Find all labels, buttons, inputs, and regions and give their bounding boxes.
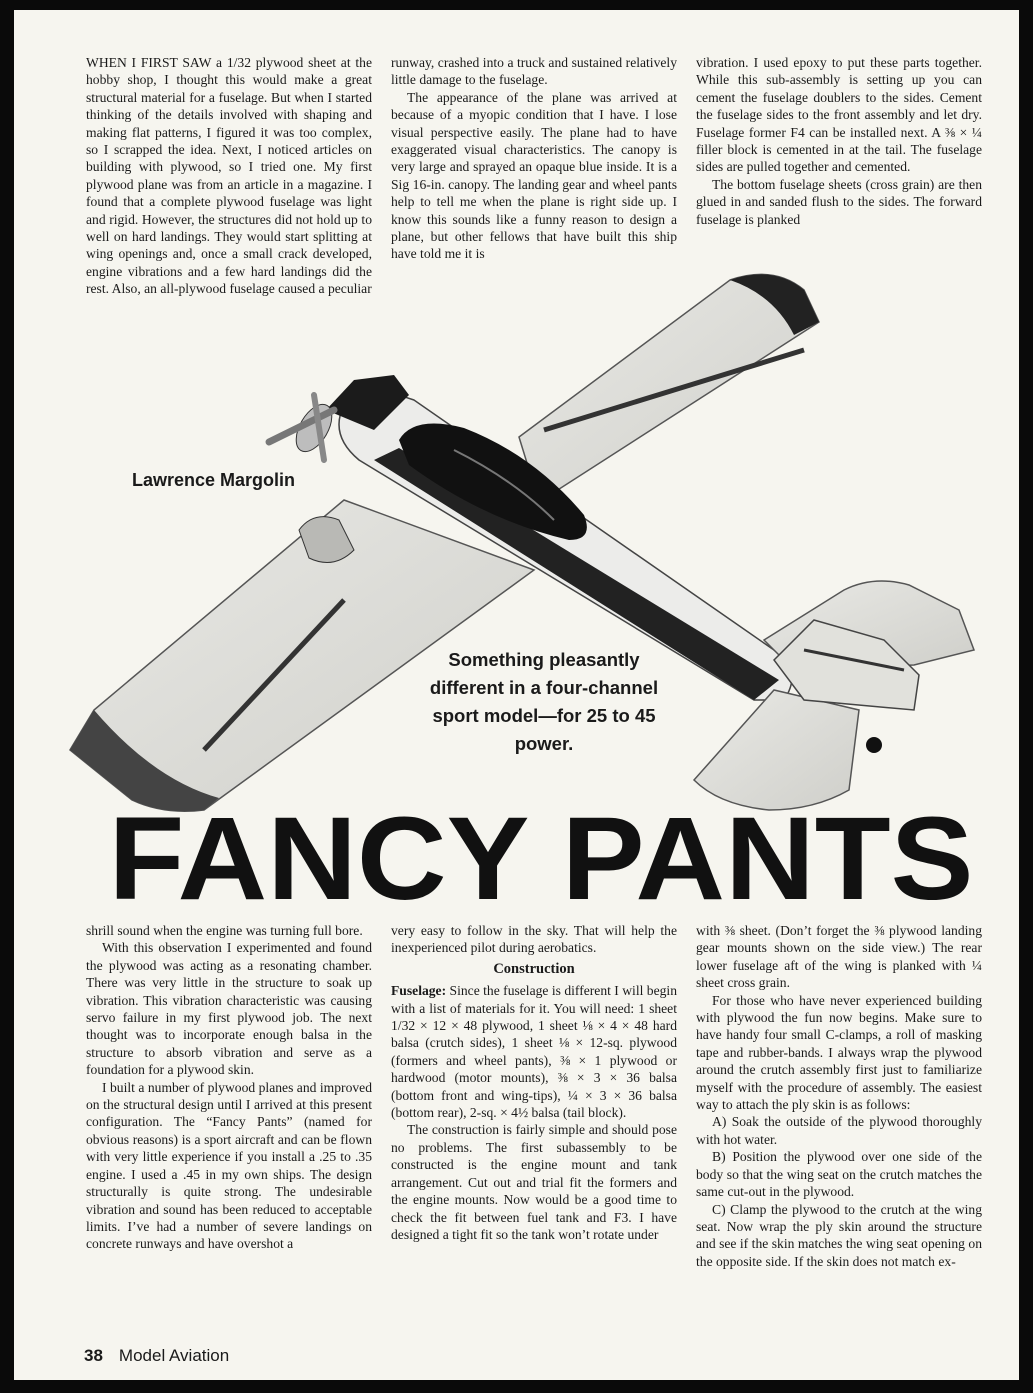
section-heading: Construction: [493, 960, 575, 977]
paragraph: very easy to follow in the sky. That will help the inexperienced pilot during aerobatics.: [391, 923, 677, 956]
article-column-bottom-1: [86, 922, 372, 1342]
list-item: B) Position the plywood over one side of the body so that the wing seat on the crutch matches the same cut-out in the plywood.: [696, 1149, 982, 1200]
paragraph: [391, 982, 677, 1121]
paragraph: shrill sound when the engine was turning full bore.: [86, 923, 363, 938]
magazine-page: [14, 10, 1019, 1380]
list-item: C) Clamp the plywood to the crutch at the wing seat. Now wrap the ply skin around the structure and see if the skin matches the wing seat opening on the opposite side. If the skin does not match ex-: [696, 1201, 982, 1269]
paragraph: The appearance of the plane was arrived at because of a myopic condition that I have. I lose visual perspective easily. The plane had to have exaggerated visual characteristics. The canopy is very large and sprayed an opaque blue inside. It is a Sig 16-in. canopy. The landing gear and wheel pants help to tell me when the plane is right side up. I know this sounds like a funny reason to design a plane, but other fellows that have built this ship have told me it is: [391, 89, 677, 262]
article-deck: Something pleasantly different in a four-channel sport model—for 25 to 45 power.: [429, 649, 659, 754]
paragraph: The construction is fairly simple and should pose no problems. The first subassembly to be constructed is the engine mount and tank arrangement. Cut out and trial fit the formers and the engine mounts. Now would be a good time to check the fit between fuel tank and F3. I have designed a tight fit so the tank won’t rotate under: [391, 1122, 677, 1242]
author-byline: Lawrence Margolin: [132, 470, 296, 490]
magazine-name: Model Aviation: [118, 1346, 230, 1365]
article-headline: [104, 802, 979, 912]
paragraph: vibration. I used epoxy to put these parts together. While this sub-assembly is setting up you can cement the fuselage doublers to the sides. Cement the fuselage sides to the front assembly and let dry. Fuselage former F4 can be installed next. A ⅜ × ¼ filler block is cemented in at the tail. The fuselage sides are pulled together and cemented.: [696, 55, 982, 175]
article-column-top-3: [696, 54, 982, 280]
paragraph-text: Since the fuselage is different I will begin with a list of materials for it. You will need: 1 sheet 1/32 × 12 × 48 plywood, 1 sheet ⅛ × 4 × 48 hard balsa (crutch sides), 1 sheet ⅛ × 12-sq. plywood (formers and wheel pants), ⅜ × 1 plywood or hardwood (motor mounts), ⅜ × 3 × 36 balsa (bottom front and wing-tips), ¼ × 3 × 36 balsa (bottom rear), 2-sq. × 4½ balsa (tail block).: [391, 983, 677, 1121]
paragraph: The bottom fuselage sheets (cross grain) are then glued in and sanded flush to the sides. The forward fuselage is planked: [696, 176, 982, 227]
page-number: 38: [84, 1346, 103, 1365]
paragraph: With this observation I experimented and found the plywood was acting as a resonating chamber. There was very little in the structure to soak up vibration. This vibration characteristic was causing servo failure in my first plywood job. The next thought was to incorporate enough balsa in the structure to absorb vibration and serve as a foundation for a plywood skin.: [86, 940, 372, 1078]
article-column-top-2: [391, 54, 677, 280]
article-column-bottom-3: [696, 922, 982, 1342]
paragraph: For those who have never experienced building with plywood the fun now begins. Make sure to have handy four small C-clamps, a roll of masking tape and rubber-bands. I always wrap the plywood around the crutch assembly first just to familiarize myself with the procedure of assembly. The easiest way to attach the ply skin is as follows:: [696, 992, 982, 1113]
headline-text: FANCY PANTS: [108, 802, 974, 912]
paragraph: I built a number of plywood planes and improved on the structural design until I arrived at this present configuration. The “Fancy Pants” (named for obvious reasons) is a sport aircraft and can be flown with very little experience if you install a .25 to .35 engine. I used a .45 in my own ships. The design structurally is quite strong. The undesirable vibration and sound has been reduced to acceptable limits. I’ve had a number of severe landings on concrete runways and have overshot a: [86, 1079, 372, 1252]
paragraph: with ⅜ sheet. (Don’t forget the ⅜ plywood landing gear mounts shown on the side view.) The rear lower fuselage aft of the wing is planked with ¼ sheet cross grain.: [696, 923, 982, 991]
page-footer: [84, 1346, 229, 1366]
paragraph: runway, crashed into a truck and sustained relatively little damage to the fuselage.: [391, 55, 677, 88]
article-column-bottom-2: [391, 922, 677, 1342]
list-item: A) Soak the outside of the plywood thoroughly with hot water.: [696, 1114, 982, 1147]
article-column-top-1: [86, 54, 372, 360]
paragraph: WHEN I FIRST SAW a 1/32 plywood sheet at the hobby shop, I thought this would make a great structural material for a fuselage. But when I started thinking of the details involved with shaping and making flat patterns, I figured it was too complex, so I scrapped the idea. Next, I noticed articles on building with plywood, so I tried one. My first plywood plane was from an article in a magazine. I found that a complete plywood fuselage was light and rigid. However, the structures did not hold up to well on hard landings. They would start splitting at wing openings and, once a small crack developed, engine vibrations and a few hard landings did the rest. Also, an all-plywood fuselage caused a peculiar: [86, 55, 372, 297]
run-in-heading: Fuselage:: [391, 983, 447, 999]
